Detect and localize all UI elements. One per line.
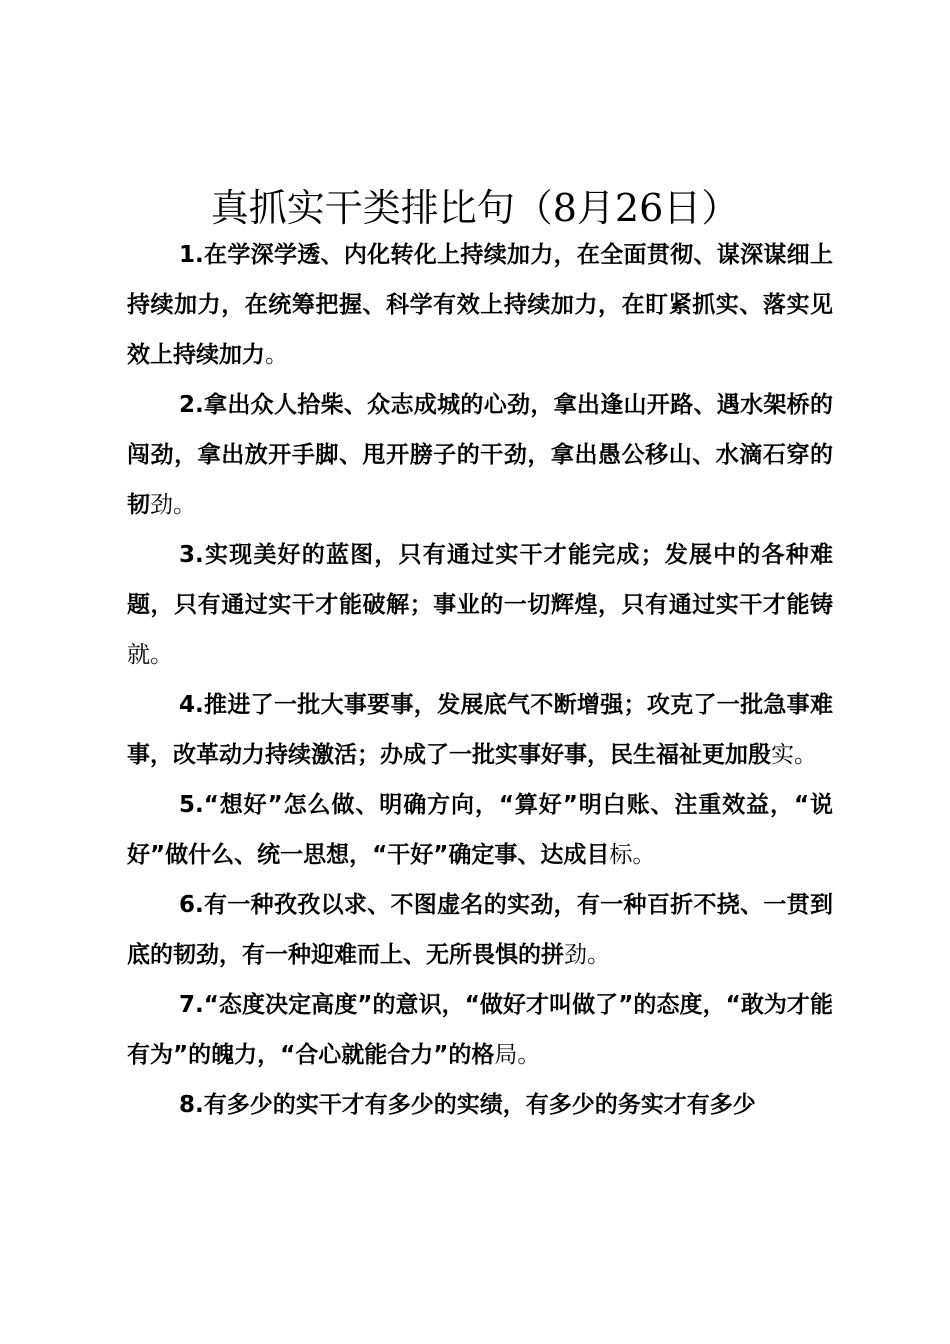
paragraph-2-text: 2.拿出众人拾柴、众志成城的心劲，拿出逢山开路、遇水架桥的闯劲，拿出放开手脚、甩开膀子的干劲，拿出愚公移山、水滴石穿的韧 [127,392,833,518]
paragraph-7 [127,980,833,1080]
paragraph-3-tail: 就。 [127,642,173,668]
paragraph-4-tail: 实。 [771,742,817,768]
paragraph-7-text: 7.“态度决定高度”的意识，“做好才叫做了”的态度，“敢为才能有为”的魄力，“合心就能合力”的格 [127,992,833,1068]
paragraph-3-text: 3.实现美好的蓝图，只有通过实干才能完成；发展中的各种难题，只有通过实干才能破解；事业的一切辉煌，只有通过实干才能铸 [127,542,833,618]
paragraph-8 [127,1080,833,1130]
paragraph-7-tail: 局。 [494,1042,541,1068]
document-body [127,230,833,1130]
paragraph-6-tail: 劲。 [564,942,610,968]
document-title: 真抓实干类排比句（8月26日） [210,186,740,230]
paragraph-1 [127,230,833,380]
paragraph-6-text: 6.有一种孜孜以求、不图虚名的实劲，有一种百折不挠、一贯到底的韧劲，有一种迎难而上、无所畏惧的拼 [127,892,833,968]
paragraph-1-tail: 。 [265,342,288,368]
paragraph-2-tail: 劲。 [150,492,196,518]
paragraph-5-tail: 标。 [609,842,656,868]
paragraph-1-text: 1.在学深学透、内化转化上持续加力，在全面贯彻、谋深谋细上持续加力，在统筹把握、科学有效上持续加力，在盯紧抓实、落实见效上持续加力 [127,242,833,368]
paragraph-5-text: 5.“想好”怎么做、明确方向，“算好”明白账、注重效益，“说好”做什么、统一思想，“干好”确定事、达成目 [127,792,833,868]
paragraph-2 [127,380,833,530]
paragraph-5 [127,780,833,880]
paragraph-3 [127,530,833,680]
paragraph-4 [127,680,833,780]
paragraph-8-text: 8.有多少的实干才有多少的实绩，有多少的务实才有多少 [179,1092,756,1118]
paragraph-6 [127,880,833,980]
paragraph-4-text: 4.推进了一批大事要事，发展底气不断增强；攻克了一批急事难事，改革动力持续激活；办成了一批实事好事，民生福祉更加殷 [127,692,833,768]
